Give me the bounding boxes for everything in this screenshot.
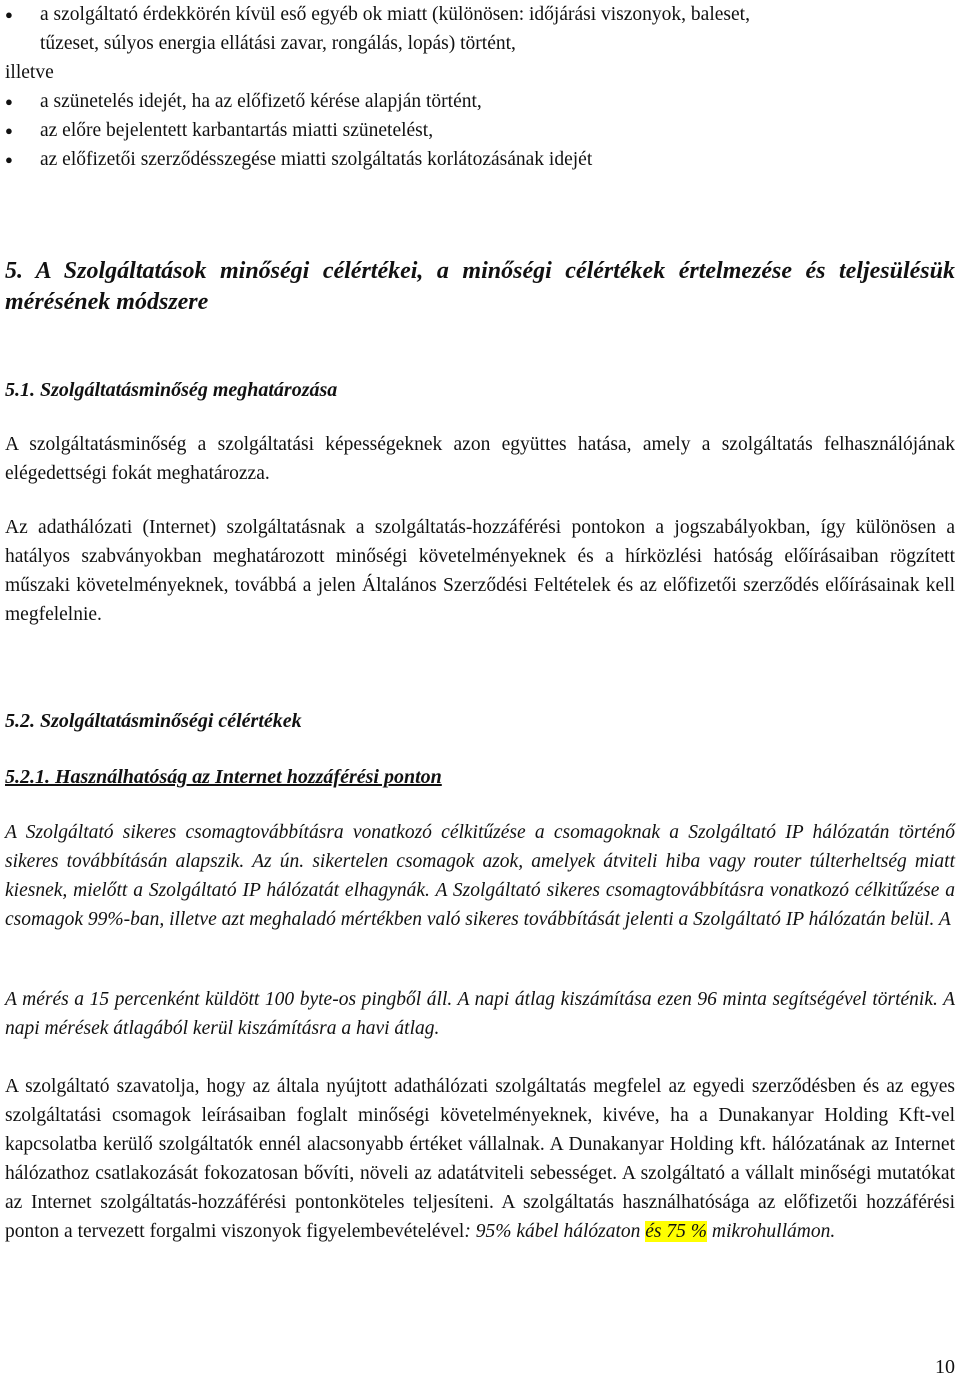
- list-item: ● az előfizetői szerződésszegése miatti szolgáltatás korlátozásának idejét: [5, 145, 955, 174]
- section-5-1-heading: 5.1. Szolgáltatásminőség meghatározása: [5, 379, 338, 401]
- highlighted-text: és 75 %: [645, 1221, 707, 1242]
- paragraph-3-italic-end: mikrohullámon.: [707, 1221, 836, 1242]
- section-5-2-1-paragraph-3: [5, 1072, 955, 1246]
- list-item-text: tűzeset, súlyos energia ellátási zavar, rongálás, lopás) történt,: [40, 33, 516, 54]
- paragraph-3-main-text: A szolgáltató szavatolja, hogy az általa nyújtott adathálózati szolgáltatás megfelel az egyedi szerződésben és az egyes szolgáltatási csomagok leírásaiban foglalt minőségi követelményeknek, kivéve, ha a Dunakanyar Holding Kft-vel kapcsolatba kerülő szolgáltatók ennél alacsonyabb értéket vállalnak. A Dunakanyar Holding kft. hálózatának az Internet hálózathoz csatlakozását fokozatosan bővíti, növeli az adatátviteli sebességet. A szolgáltató a vállalt minőségi mutatókat az Internet szolgáltatás-hozzáférési pontonköteles teljesíteni. A szolgáltatás használhatósága az előfizetői hozzáférési ponton a tervezett forgalmi viszonyok figyelembevételével: [5, 1076, 955, 1242]
- section-5-2-1-heading: 5.2.1. Használhatóság az Internet hozzáférési ponton: [5, 766, 442, 788]
- section-5-heading: 5. A Szolgáltatások minőségi célértékei, a minőségi célértékek értelmezése és teljesülésük mérésének módszere: [5, 258, 955, 315]
- paragraph-3-italic-text: : 95% kábel hálózaton: [464, 1221, 646, 1242]
- page-number: 10: [935, 1356, 955, 1378]
- section-5-1-paragraph-2: Az adathálózati (Internet) szolgáltatásnak a szolgáltatás-hozzáférési pontokon a jogszabályokban, így különösen a hatályos szabványokban meghatározott minőségi követelményeknek és a hírközlési hatóság előírásaiban rögzített műszaki követelményeknek, továbbá a jelen Általános Szerződési Feltételek és az előfizetői szerződés előírásainak kell megfelelnie.: [5, 517, 955, 625]
- list-item: ● a szünetelés idejét, ha az előfizető kérése alapján történt,: [5, 87, 955, 116]
- list-item: ● az előre bejelentett karbantartás miatti szünetelést,: [5, 116, 955, 145]
- list-item: [5, 0, 955, 87]
- list-item-text: a szolgáltató érdekkörén kívül eső egyéb ok miatt (különösen: időjárási viszonyok, baleset,: [40, 4, 750, 25]
- illetve-text: illetve: [5, 62, 54, 83]
- section-5-2-heading: 5.2. Szolgáltatásminőségi célértékek: [5, 710, 302, 732]
- section-5-2-1-paragraph-1: A Szolgáltató sikeres csomagtovábbításra vonatkozó célkitűzése a csomagoknak a Szolgáltató IP hálózatán történő sikeres továbbításán alapszik. Az ún. sikertelen csomagok azok, amelyek átviteli hiba vagy router túlterheltség miatt kiesnek, mielőtt a Szolgáltató IP hálózatát elhagynák. A Szolgáltató sikeres csomagtovábbításra vonatkozó célkitűzése a csomagok 99%-ban, illetve azt meghaladó mértékben való sikeres továbbítását jelenti a Szolgáltató IP hálózatán belül. A: [5, 822, 955, 930]
- section-5-1-paragraph-1: A szolgáltatásminőség a szolgáltatási képességeknek azon együttes hatása, amely a szolgáltatás felhasználójának elégedettségi fokát meghatározza.: [5, 434, 955, 484]
- top-bullet-list: [5, 0, 955, 174]
- section-5-2-1-paragraph-2: A mérés a 15 percenként küldött 100 byte-os pingből áll. A napi átlag kiszámítása ezen 96 minta segítségével történik. A napi mérések átlagából kerül kiszámításra a havi átlag.: [5, 989, 955, 1039]
